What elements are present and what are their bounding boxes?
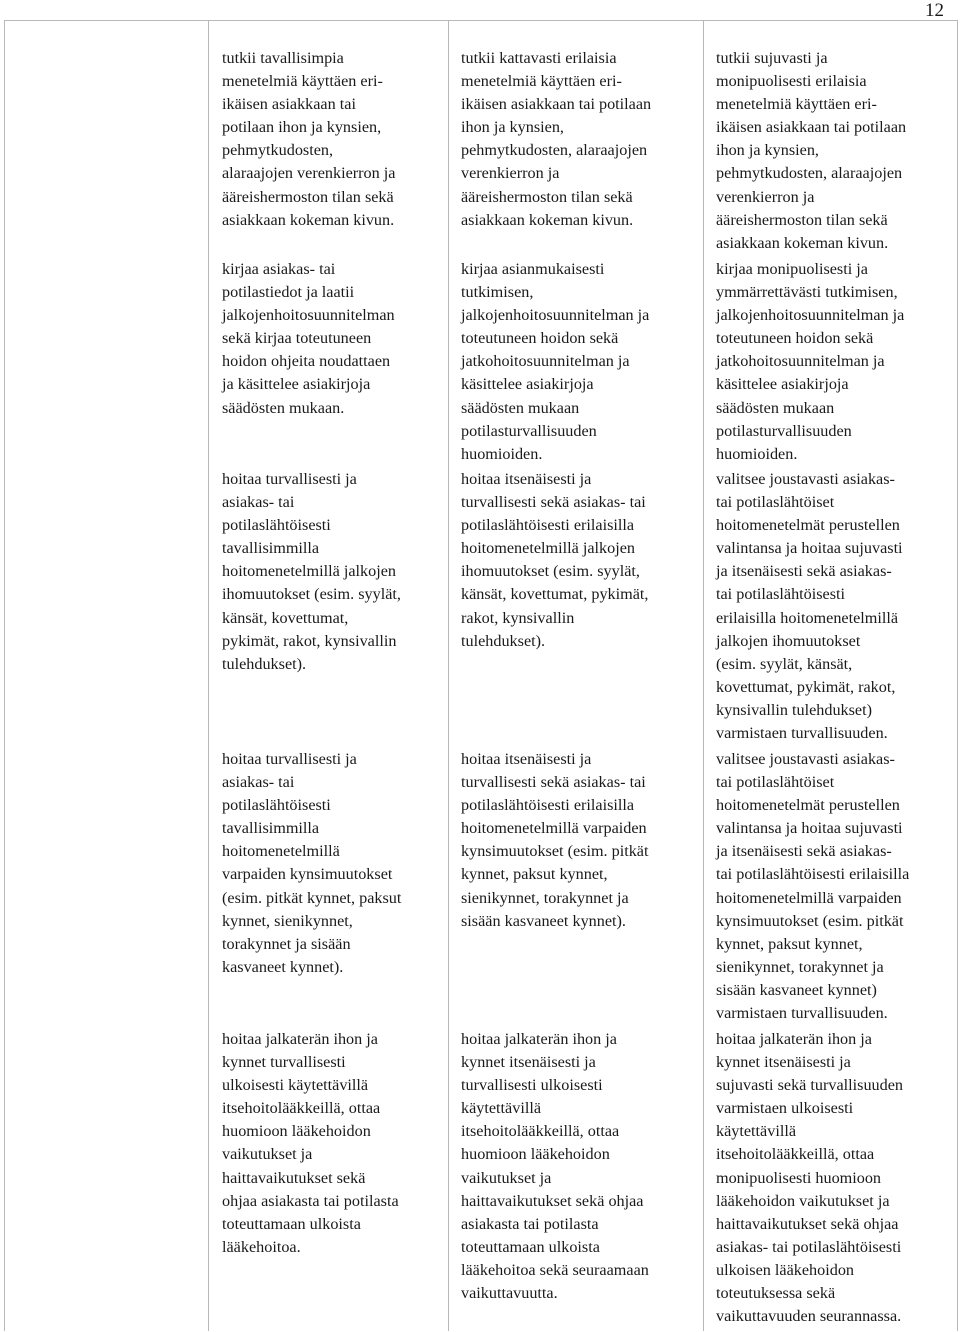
criteria-text: tutkii kattavasti erilaisia menetelmiä käyttäen eri- ikäisen asiakkaan tai potilaan ihon ja kynsien, pehmytkudosten, alaraajojen verenkierron ja ääreishermoston tilan sekä asiakkaan kokeman kivun. xyxy=(461,49,652,229)
criteria-text: kirjaa asiakas- tai potilastiedot ja laatii jalkojenhoitosuunnitelman sekä kirjaa toteutuneen hoidon ohjeita noudattaen ja käsittelee asiakirjoja säädösten mukaan. xyxy=(222,260,395,417)
criteria-text: tutkii sujuvasti ja monipuolisesti erilaisia menetelmiä käyttäen eri- ikäisen asiakkaan tai potilaan ihon ja kynsien, pehmytkudosten, alaraajojen verenkierron ja ääreishermoston tilan sekä asiakkaan kokeman kivun. xyxy=(716,49,907,252)
criteria-text: hoitaa jalkaterän ihon ja kynnet itsenäisesti ja sujuvasti sekä turvallisuuden varmistaen ulkoisesti käytettävillä itsehoitolääkkeillä, ottaa monipuolisesti huomioon lääkehoidon vaikutukset ja haittavaikutukset sekä ohjaa asiakas- tai potilaslähtöisesti ulkoisen lääkehoidon toteutuksessa sekä vaikuttavuuden seurannassa. xyxy=(716,1030,904,1326)
criteria-text: hoitaa itsenäisesti ja turvallisesti sekä asiakas- tai potilaslähtöisesti erilaisilla hoitomenetelmillä varpaiden kynsimuutokset (esim. pitkät kynnet, paksut kynnet, sienikynnet, torakynnet ja sisään kasvaneet kynnet). xyxy=(461,750,649,930)
criteria-text: tutkii tavallisimpia menetelmiä käyttäen eri- ikäisen asiakkaan tai potilaan ihon ja kynsien, pehmytkudosten, alaraajojen verenkierron ja ääreishermoston tilan sekä asiakkaan kokeman kivun. xyxy=(222,49,396,229)
criteria-text: hoitaa turvallisesti ja asiakas- tai potilaslähtöisesti tavallisimmilla hoitomenetelmillä varpaiden kynsimuutokset (esim. pitkät kynnet, paksut kynnet, sienikynnet, torakynnet ja sisään kasvaneet kynnet). xyxy=(222,750,402,976)
page-number: 12 xyxy=(925,0,944,21)
criteria-text: hoitaa turvallisesti ja asiakas- tai potilaslähtöisesti tavallisimmilla hoitomenetelmillä jalkojen ihomuutokset (esim. syylät, känsät, kovettumat, pykimät, rakot, kynsivallin tulehdukset). xyxy=(222,470,401,673)
criteria-text: hoitaa itsenäisesti ja turvallisesti sekä asiakas- tai potilaslähtöisesti erilaisilla hoitomenetelmillä jalkojen ihomuutokset (esim. syylät, känsät, kovettumat, pykimät, rakot, kynsivallin tulehdukset). xyxy=(461,470,649,650)
criteria-text: hoitaa jalkaterän ihon ja kynnet turvallisesti ulkoisesti käytettävillä itsehoitolääkkeillä, ottaa huomioon lääkehoidon vaikutukset ja haittavaikutukset sekä ohjaa asiakasta tai potilasta toteuttamaan ulkoista lääkehoitoa. xyxy=(222,1030,399,1256)
criteria-text: hoitaa jalkaterän ihon ja kynnet itsenäisesti ja turvallisesti ulkoisesti käytettävillä itsehoitolääkkeillä, ottaa huomioon lääkehoidon vaikutukset ja haittavaikutukset sekä ohjaa asiakasta tai potilasta toteuttamaan ulkoista lääkehoitoa sekä seuraamaan vaikuttavuutta. xyxy=(461,1030,649,1303)
table-column-empty xyxy=(4,20,209,1331)
criteria-text: valitsee joustavasti asiakas- tai potilaslähtöiset hoitomenetelmät perustellen valintansa ja hoitaa sujuvasti ja itsenäisesti sekä asiakas- tai potilaslähtöisesti erilaisilla hoitomenetelmillä jalkojen ihomuutokset (esim. syylät, känsät, kovettumat, pykimät, rakot, kynsivallin tulehdukset) varmistaen turvallisuuden. xyxy=(716,470,903,743)
criteria-text: kirjaa asianmukaisesti tutkimisen, jalkojenhoitosuunnitelman ja toteutuneen hoidon sekä jatkohoitosuunnitelman ja käsittelee asiakirjoja säädösten mukaan potilasturvallisuuden huomioiden. xyxy=(461,260,650,463)
criteria-text: valitsee joustavasti asiakas- tai potilaslähtöiset hoitomenetelmät perustellen valintansa ja hoitaa sujuvasti ja itsenäisesti sekä asiakas- tai potilaslähtöisesti erilaisilla hoitomenetelmillä varpaiden kynsimuutokset (esim. pitkät kynnet, paksut kynnet, sienikynnet, torakynnet ja sisään kasvaneet kynnet) varmistaen turvallisuuden. xyxy=(716,750,910,1023)
criteria-text: kirjaa monipuolisesti ja ymmärrettävästi tutkimisen, jalkojenhoitosuunnitelman ja toteutuneen hoidon sekä jatkohoitosuunnitelman ja käsittelee asiakirjoja säädösten mukaan potilasturvallisuuden huomioiden. xyxy=(716,260,905,463)
